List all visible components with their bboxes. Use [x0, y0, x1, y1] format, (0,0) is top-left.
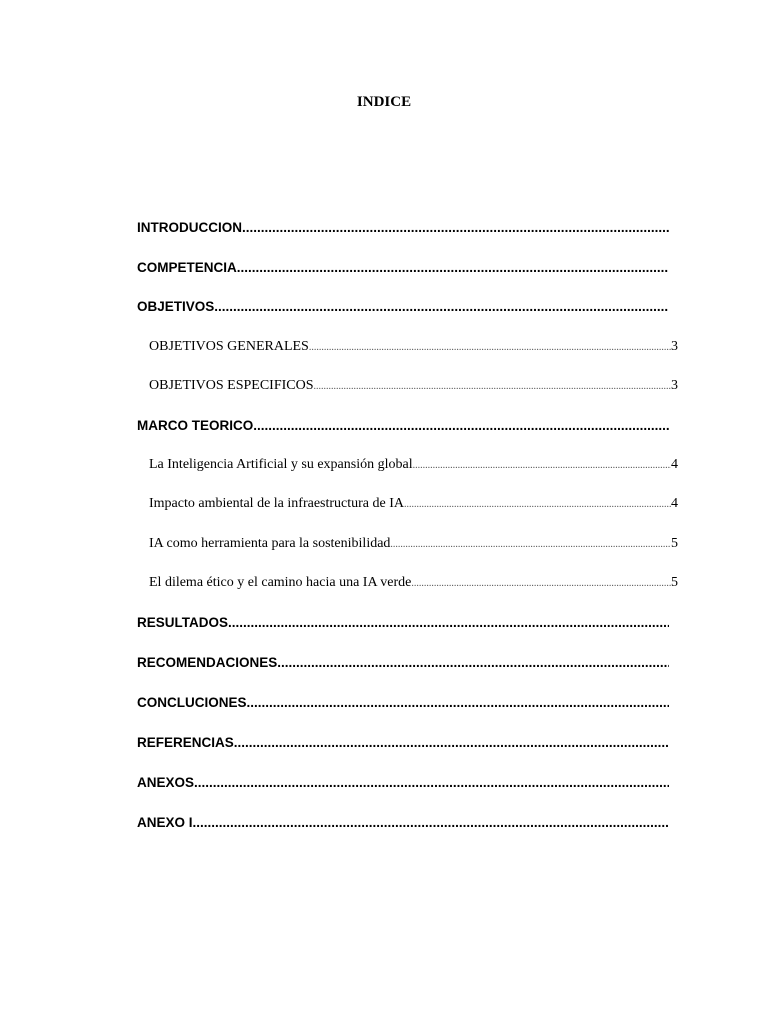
toc-page-number: 5 — [671, 575, 678, 590]
toc-leader-dots — [242, 220, 669, 235]
toc-entry-label: OBJETIVOS — [137, 299, 215, 314]
toc-entry-competencia[interactable] — [137, 260, 669, 280]
toc-entry-label: La Inteligencia Artificial y su expansión global — [149, 457, 413, 472]
toc-entry-anexo-i[interactable] — [137, 815, 669, 835]
toc-leader-dots — [404, 499, 671, 510]
toc-leader-dots — [194, 775, 669, 790]
toc-leader-dots — [390, 539, 671, 550]
toc-leader-dots — [413, 460, 671, 471]
toc-entry-label: ANEXO I — [137, 815, 193, 830]
toc-leader-dots — [247, 695, 669, 710]
toc-entry-ia-sostenibilidad[interactable] — [149, 536, 678, 556]
toc-leader-dots — [234, 735, 669, 750]
toc-entry-ia-expansion[interactable] — [149, 457, 678, 477]
toc-entry-objetivos[interactable] — [137, 299, 669, 319]
page-title: INDICE — [356, 94, 412, 110]
toc-entry-objetivos-especificos[interactable] — [149, 378, 678, 398]
toc-entry-referencias[interactable] — [137, 735, 669, 755]
toc-leader-dots — [237, 260, 669, 275]
toc-entry-label: INTRODUCCION — [137, 220, 242, 235]
toc-leader-dots — [253, 418, 669, 433]
toc-leader-dots — [277, 655, 669, 670]
toc-entry-label: OBJETIVOS ESPECIFICOS — [149, 378, 314, 393]
toc-leader-dots — [314, 381, 671, 392]
toc-leader-dots — [193, 815, 669, 830]
toc-entry-introduccion[interactable] — [137, 220, 669, 240]
toc-entry-label: OBJETIVOS GENERALES — [149, 339, 309, 354]
toc-entry-label: CONCLUCIONES — [137, 695, 247, 710]
toc-leader-dots — [309, 342, 671, 353]
toc-leader-dots — [228, 615, 669, 630]
toc-entry-dilema-etico[interactable] — [149, 575, 678, 595]
toc-entry-recomendaciones[interactable] — [137, 655, 669, 675]
toc-entry-label: MARCO TEORICO — [137, 418, 254, 433]
toc-entry-label: RESULTADOS — [137, 615, 228, 630]
toc-page-number: 4 — [671, 457, 678, 472]
toc-entry-label: IA como herramienta para la sostenibilidad — [149, 536, 391, 551]
toc-page-number: 4 — [671, 496, 678, 511]
toc-entry-label: REFERENCIAS — [137, 735, 234, 750]
toc-entry-conclusiones[interactable] — [137, 695, 669, 715]
toc-entry-label: Impacto ambiental de la infraestructura de IA — [149, 496, 404, 511]
toc-entry-label: RECOMENDACIONES — [137, 655, 278, 670]
toc-entry-label: COMPETENCIA — [137, 260, 237, 275]
toc-entry-label: El dilema ético y el camino hacia una IA verde — [149, 575, 412, 590]
toc-entry-anexos[interactable] — [137, 775, 669, 795]
toc-entry-label: ANEXOS — [137, 775, 195, 790]
toc-entry-objetivos-generales[interactable] — [149, 339, 678, 359]
toc-entry-marco-teorico[interactable] — [137, 418, 669, 438]
toc-page-number: 3 — [671, 339, 678, 354]
toc-leader-dots — [214, 299, 669, 314]
toc-entry-impacto-ambiental[interactable] — [149, 496, 678, 516]
toc-entry-resultados[interactable] — [137, 615, 669, 635]
toc-leader-dots — [411, 578, 671, 589]
toc-page-number: 3 — [671, 378, 678, 393]
toc-page-number: 5 — [671, 536, 678, 551]
